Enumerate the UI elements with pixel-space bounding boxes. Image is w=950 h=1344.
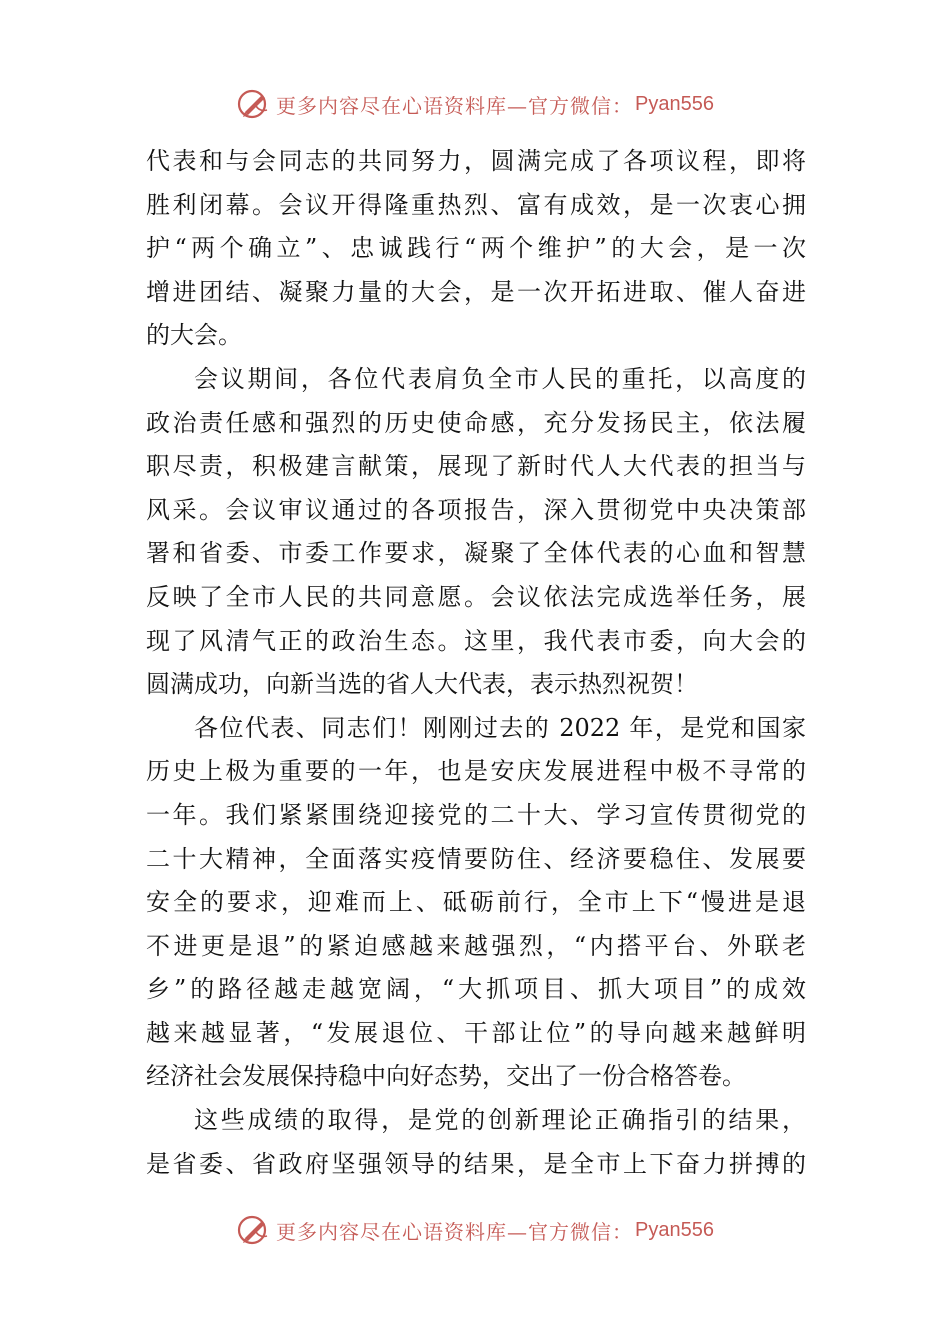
text-line: 安全的要求，迎难而上、砥砺前行，全市上下“慢进是退 — [146, 888, 806, 917]
text-line: 这些成绩的取得，是党的创新理论正确指引的结果， — [194, 1106, 806, 1135]
watermark-text: 更多内容尽在心语资料库—官方微信： — [276, 1219, 634, 1244]
paragraph — [146, 1099, 806, 1186]
text-line: 职尽责，积极建言献策，展现了新时代人大代表的担当与 — [146, 452, 806, 481]
text-line: 越来越显著，“发展退位、干部让位”的导向越来越鲜明 — [146, 1018, 806, 1047]
footer-watermark — [0, 1210, 950, 1250]
text-line: 会议期间，各位代表肩负全市人民的重托，以高度的 — [194, 364, 806, 393]
text-line: 反映了全市人民的共同意愿。会议依法完成选举任务，展 — [146, 582, 806, 611]
paragraph — [146, 358, 806, 707]
text-line: 政治责任感和强烈的历史使命感，充分发扬民主，依法履 — [146, 408, 806, 437]
text-line: 圆满成功，向新当选的省人大代表，表示热烈祝贺！ — [146, 670, 698, 699]
text-line: 署和省委、市委工作要求，凝聚了全体代表的心血和智慧 — [146, 539, 806, 568]
pen-logo-icon — [236, 1212, 272, 1248]
text-line: 增进团结、凝聚力量的大会，是一次开拓进取、催人奋进 — [146, 277, 806, 306]
text-line: 是省委、省政府坚强领导的结果，是全市上下奋力拼搏的 — [146, 1149, 806, 1178]
watermark-wechat-id: Pyan556 — [635, 1218, 714, 1241]
text-line: 历史上极为重要的一年，也是安庆发展进程中极不寻常的 — [146, 757, 806, 786]
text-line: 经济社会发展保持稳中向好态势，交出了一份合格答卷。 — [146, 1062, 746, 1091]
watermark-text: 更多内容尽在心语资料库—官方微信： — [276, 93, 634, 118]
watermark-wechat-id: Pyan556 — [635, 92, 714, 115]
text-line: 代表和与会同志的共同努力，圆满完成了各项议程，即将 — [146, 147, 806, 175]
text-line: 二十大精神，全面落实疫情要防住、经济要稳住、发展要 — [146, 844, 806, 873]
text-line: 护“两个确立”、忠诚践行“两个维护”的大会，是一次 — [146, 234, 806, 263]
text-line: 胜利闭幕。会议开得隆重热烈、富有成效，是一次衷心拥 — [146, 190, 806, 219]
text-line: 风采。会议审议通过的各项报告，深入贯彻党中央决策部 — [146, 495, 806, 524]
text-line: 不进更是退”的紧迫感越来越强烈，“内搭平台、外联老 — [146, 931, 806, 960]
text-line: 现了风清气正的政治生态。这里，我代表市委，向大会的 — [146, 626, 806, 655]
text-line: 各位代表、同志们！刚刚过去的 2022 年，是党和国家 — [194, 713, 806, 742]
text-line: 乡”的路径越走越宽阔，“大抓项目、抓大项目”的成效 — [146, 975, 806, 1004]
paragraph — [146, 707, 806, 1099]
text-line: 一年。我们紧紧围绕迎接党的二十大、学习宣传贯彻党的 — [146, 800, 806, 829]
pen-logo-icon — [236, 86, 272, 122]
header-watermark — [0, 84, 950, 124]
paragraph — [146, 140, 806, 358]
text-line: 的大会。 — [146, 321, 242, 350]
document-body — [146, 140, 806, 1186]
